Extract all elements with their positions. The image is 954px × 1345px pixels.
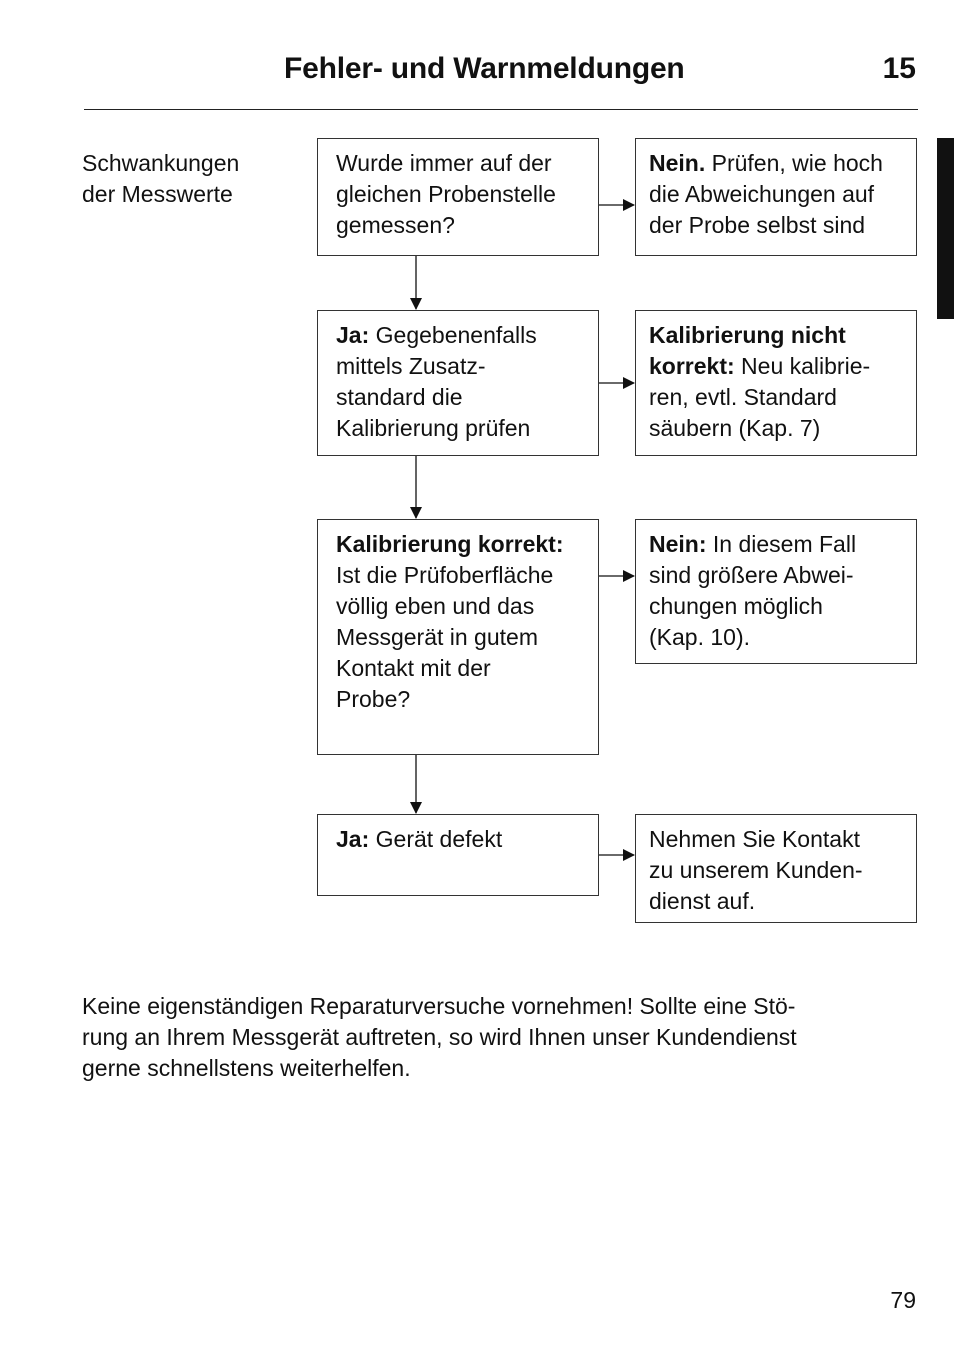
box-lead: Nein.	[649, 150, 706, 176]
page-number: 79	[890, 1287, 916, 1313]
box-text-line: die Abweichungen auf	[649, 181, 875, 207]
box-text-line: Neu kalibrie-	[741, 353, 871, 379]
device-defect-box	[317, 814, 599, 896]
topic-line: Schwankungen	[82, 150, 240, 176]
larger-deviations-box	[635, 519, 917, 664]
box-text-line: Wurde immer auf der	[336, 150, 552, 176]
paragraph-line: rung an Ihrem Messgerät auftreten, so wird Ihnen unser Kundendienst	[82, 1024, 797, 1050]
chapter-number: 15	[882, 52, 916, 85]
box-text-line: dienst auf.	[649, 888, 756, 914]
box-lead: Ja:	[336, 826, 370, 852]
calibration-correct-box	[317, 519, 599, 755]
box-text-line: zu unserem Kunden-	[649, 857, 863, 883]
page-title: Fehler- und Warnmeldungen	[284, 52, 685, 85]
box-text-line: Gegebenenfalls	[369, 322, 537, 348]
box-lead: Kalibrierung korrekt:	[336, 531, 564, 557]
box-text-line: Prüfen, wie hoch	[705, 150, 883, 176]
box-text-line: mittels Zusatz-	[336, 353, 486, 379]
box-text-line: sind größere Abwei-	[649, 562, 854, 588]
contact-service-box	[635, 814, 917, 923]
box-text-line: gleichen Probenstelle	[336, 181, 556, 207]
box-lead: korrekt:	[649, 353, 735, 379]
box-lead: Kalibrierung nicht	[649, 322, 846, 348]
repair-warning-paragraph	[82, 991, 902, 1084]
box-text-line: der Probe selbst sind	[649, 212, 866, 238]
topic-line: der Messwerte	[82, 181, 233, 207]
box-text-line: Kontakt mit der	[336, 655, 491, 681]
box-text-line: Gerät defekt	[369, 826, 503, 852]
recalibrate-box	[635, 310, 917, 456]
box-text-line: Kalibrierung prüfen	[336, 415, 531, 441]
paragraph-line: Keine eigenständigen Reparaturversuche vornehmen! Sollte eine Stö-	[82, 993, 796, 1019]
paragraph-line: gerne schnellstens weiterhelfen.	[82, 1055, 411, 1081]
box-text-line: ren, evtl. Standard	[649, 384, 837, 410]
box-text-line: Ist die Prüfoberfläche	[336, 562, 554, 588]
box-text-line: In diesem Fall	[706, 531, 857, 557]
box-text-line: standard die	[336, 384, 463, 410]
box-text-line: Probe?	[336, 686, 411, 712]
box-text-line: völlig eben und das	[336, 593, 535, 619]
box-text-line: Nehmen Sie Kontakt	[649, 826, 860, 852]
box-text-line: (Kap. 10).	[649, 624, 750, 650]
box-lead: Nein:	[649, 531, 707, 557]
check-calibration-box	[317, 310, 599, 456]
box-lead: Ja:	[336, 322, 370, 348]
box-text-line: chungen möglich	[649, 593, 823, 619]
check-deviation-box	[635, 138, 917, 256]
question-same-spot-box	[317, 138, 599, 256]
box-text-line: gemessen?	[336, 212, 455, 238]
box-text-line: säubern (Kap. 7)	[649, 415, 821, 441]
box-text-line: Messgerät in gutem	[336, 624, 538, 650]
